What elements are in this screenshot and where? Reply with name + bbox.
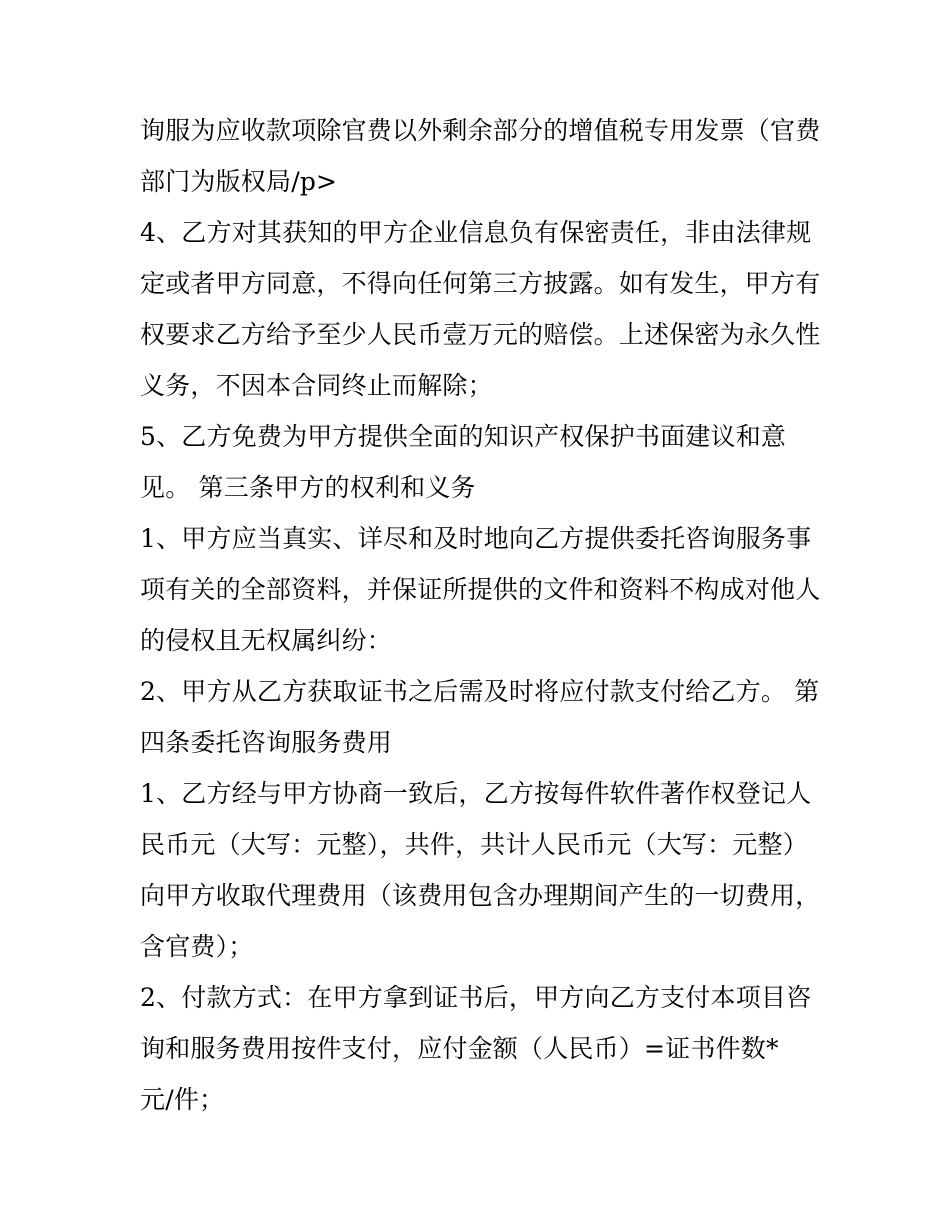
text-line-17: 含官费）； xyxy=(140,932,254,961)
document-body xyxy=(140,105,820,1125)
text-line-2: 部门为版权局/p> xyxy=(140,167,338,196)
text-line-8: 见。 第三条甲方的权利和义务 xyxy=(140,473,476,502)
text-line-19: 询和服务费用按件支付，应付金额（人民币）=证书件数* xyxy=(140,1034,779,1063)
text-line-10: 项有关的全部资料，并保证所提供的文件和资料不构成对他人 xyxy=(140,575,821,604)
text-line-6: 义务，不因本合同终止而解除； xyxy=(140,371,493,400)
text-line-18: 2、付款方式：在甲方拿到证书后，甲方向乙方支付本项目咨 xyxy=(140,983,812,1012)
text-line-4: 定或者甲方同意，不得向任何第三方披露。如有发生，甲方有 xyxy=(140,269,821,298)
text-line-12: 2、甲方从乙方获取证书之后需及时将应付款支付给乙方。 第 xyxy=(140,677,820,706)
text-line-13: 四条委托咨询服务费用 xyxy=(140,728,393,757)
text-line-11: 的侵权且无权属纠纷： xyxy=(140,626,393,655)
text-line-16: 向甲方收取代理费用（该费用包含办理期间产生的一切费用， xyxy=(140,881,821,910)
text-line-7: 5、乙方免费为甲方提供全面的知识产权保护书面建议和意 xyxy=(140,422,787,451)
text-line-20: 元/件； xyxy=(140,1085,225,1114)
text-line-3: 4、乙方对其获知的甲方企业信息负有保密责任，非由法律规 xyxy=(140,218,812,247)
text-line-15: 民币元（大写：元整），共件，共计人民币元（大写：元整） xyxy=(140,830,808,859)
text-line-5: 权要求乙方给予至少人民币壹万元的赔偿。上述保密为永久性 xyxy=(140,320,821,349)
text-line-14: 1、乙方经与甲方协商一致后，乙方按每件软件著作权登记人 xyxy=(140,779,812,808)
text-line-9: 1、甲方应当真实、详尽和及时地向乙方提供委托咨询服务事 xyxy=(140,524,812,553)
text-line-1: 询服为应收款项除官费以外剩余部分的增值税专用发票（官费 xyxy=(140,116,821,145)
